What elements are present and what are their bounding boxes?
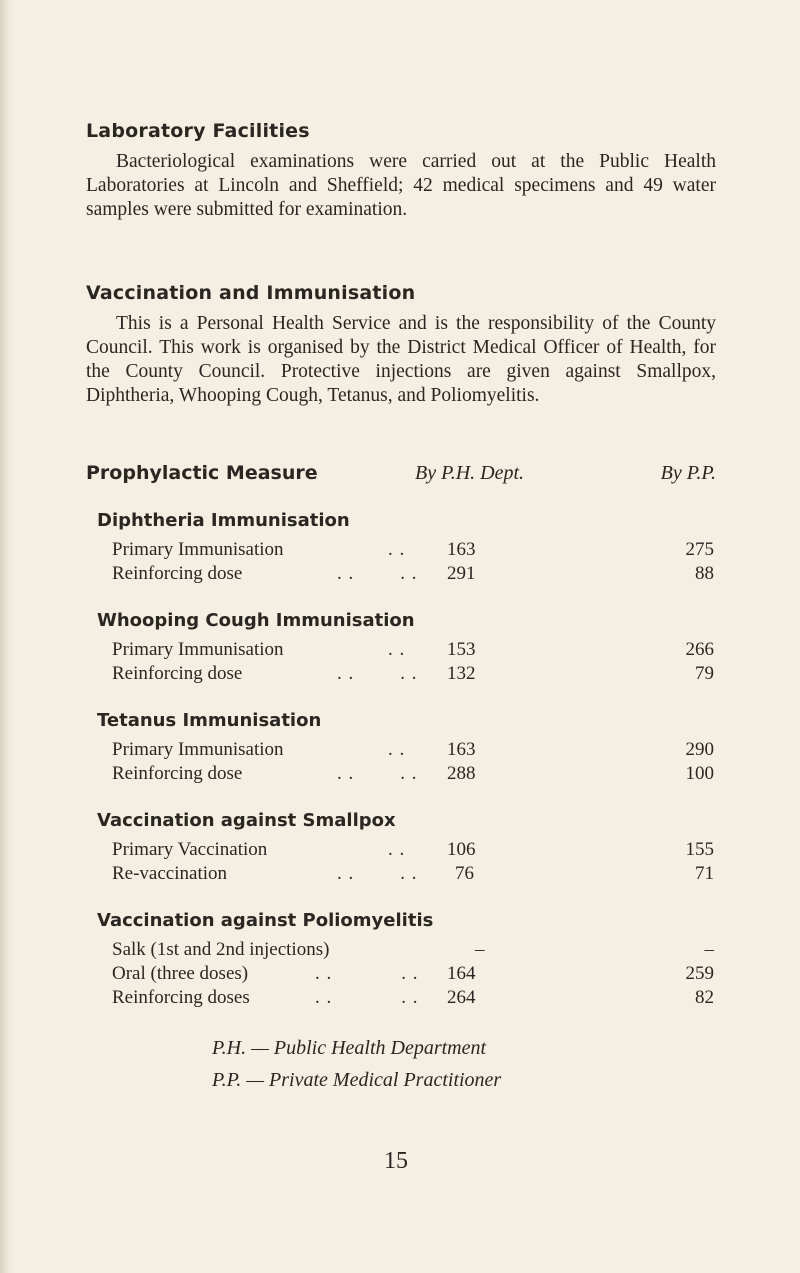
row-label: Re-vaccination [112,863,228,884]
row-label: Reinforcing doses [112,987,250,1008]
group-title: Tetanus Immunisation [97,710,322,731]
row-label: Reinforcing dose [112,763,243,784]
row-pp-value: 100 [685,763,714,784]
row-leader-dots: . . . . [337,663,418,684]
group-tetanus [97,708,716,786]
table-row [97,962,716,986]
document-page [86,118,716,1096]
row-leader-dots: . . . . [315,987,419,1008]
row-pp-value: 79 [695,663,714,684]
row-ph-value: 106 [447,839,476,860]
table-row [97,838,716,862]
row-ph-value: – [475,939,485,960]
row-pp-value: 290 [685,739,714,760]
row-ph-value: 163 [447,539,476,560]
group-diphtheria [97,508,716,586]
table-row [97,986,716,1010]
vaccination-paragraph: This is a Personal Health Service and is the responsibility of the County Council. This work is organised by the District Medical Officer of Health, for the County Council. Protective injections are given against Smallpox, Diphtheria, Whooping Cough, Tetanus, and Poliomyelitis. [86,313,716,406]
row-leader-dots: . . . . [337,563,418,584]
row-label: Oral (three doses) [112,963,249,984]
row-leader-dots: . . . . [337,863,418,884]
row-leader-dots: . . [388,739,406,760]
row-label: Reinforcing dose [112,663,243,684]
row-ph-value: 153 [447,639,476,660]
row-pp-value: – [704,939,714,960]
row-pp-value: 71 [695,863,714,884]
laboratory-heading: Laboratory Facilities [86,120,310,142]
row-ph-value: 76 [455,863,474,884]
row-leader-dots: . . [388,539,406,560]
row-leader-dots: . . [388,639,406,660]
table-row [97,862,716,886]
group-smallpox [97,808,716,886]
section-laboratory [86,118,716,222]
legend-ph: P.H. — Public Health Department [212,1037,487,1059]
row-label: Salk (1st and 2nd injections) [112,939,330,960]
table-row [97,562,716,586]
row-pp-value: 155 [685,839,714,860]
table-row [97,762,716,786]
table-row [97,738,716,762]
row-leader-dots: . . . . [337,763,418,784]
column-header-measure: Prophylactic Measure [86,462,318,484]
row-ph-value: 288 [447,763,476,784]
row-pp-value: 88 [695,563,714,584]
table-row [97,638,716,662]
row-pp-value: 275 [685,539,714,560]
column-header-ph: By P.H. Dept. [415,462,525,484]
group-title: Vaccination against Poliomyelitis [97,910,434,931]
table-header [86,462,716,490]
table-row [97,662,716,686]
row-leader-dots: . . [388,839,406,860]
row-pp-value: 266 [685,639,714,660]
laboratory-paragraph: Bacteriological examinations were carried out at the Public Health Laboratories at Lincoln and Sheffield; 42 medical specimens and 49 water samples were submitted for examination. [86,151,716,220]
row-label: Primary Immunisation [112,739,284,760]
prophylactic-table [86,462,716,1010]
row-pp-value: 82 [695,987,714,1008]
row-ph-value: 164 [447,963,476,984]
abbreviation-legend [212,1032,716,1096]
row-label: Primary Immunisation [112,639,284,660]
row-label: Primary Vaccination [112,839,268,860]
group-title: Vaccination against Smallpox [97,810,396,831]
row-ph-value: 264 [447,987,476,1008]
row-ph-value: 132 [447,663,476,684]
row-label: Reinforcing dose [112,563,243,584]
group-title: Diphtheria Immunisation [97,510,350,531]
row-ph-value: 163 [447,739,476,760]
group-title: Whooping Cough Immunisation [97,610,415,631]
page-number: 15 [384,1148,408,1174]
row-ph-value: 291 [447,563,476,584]
table-row [97,938,716,962]
group-whooping-cough [97,608,716,686]
row-label: Primary Immunisation [112,539,284,560]
row-pp-value: 259 [685,963,714,984]
section-vaccination [86,280,716,408]
row-leader-dots: . . . . [315,963,419,984]
table-row [97,538,716,562]
legend-pp: P.P. — Private Medical Practitioner [212,1069,502,1091]
vaccination-heading: Vaccination and Immunisation [86,282,416,304]
page-binding-edge [0,0,14,1273]
group-poliomyelitis [97,908,716,1010]
column-header-pp: By P.P. [660,462,716,484]
